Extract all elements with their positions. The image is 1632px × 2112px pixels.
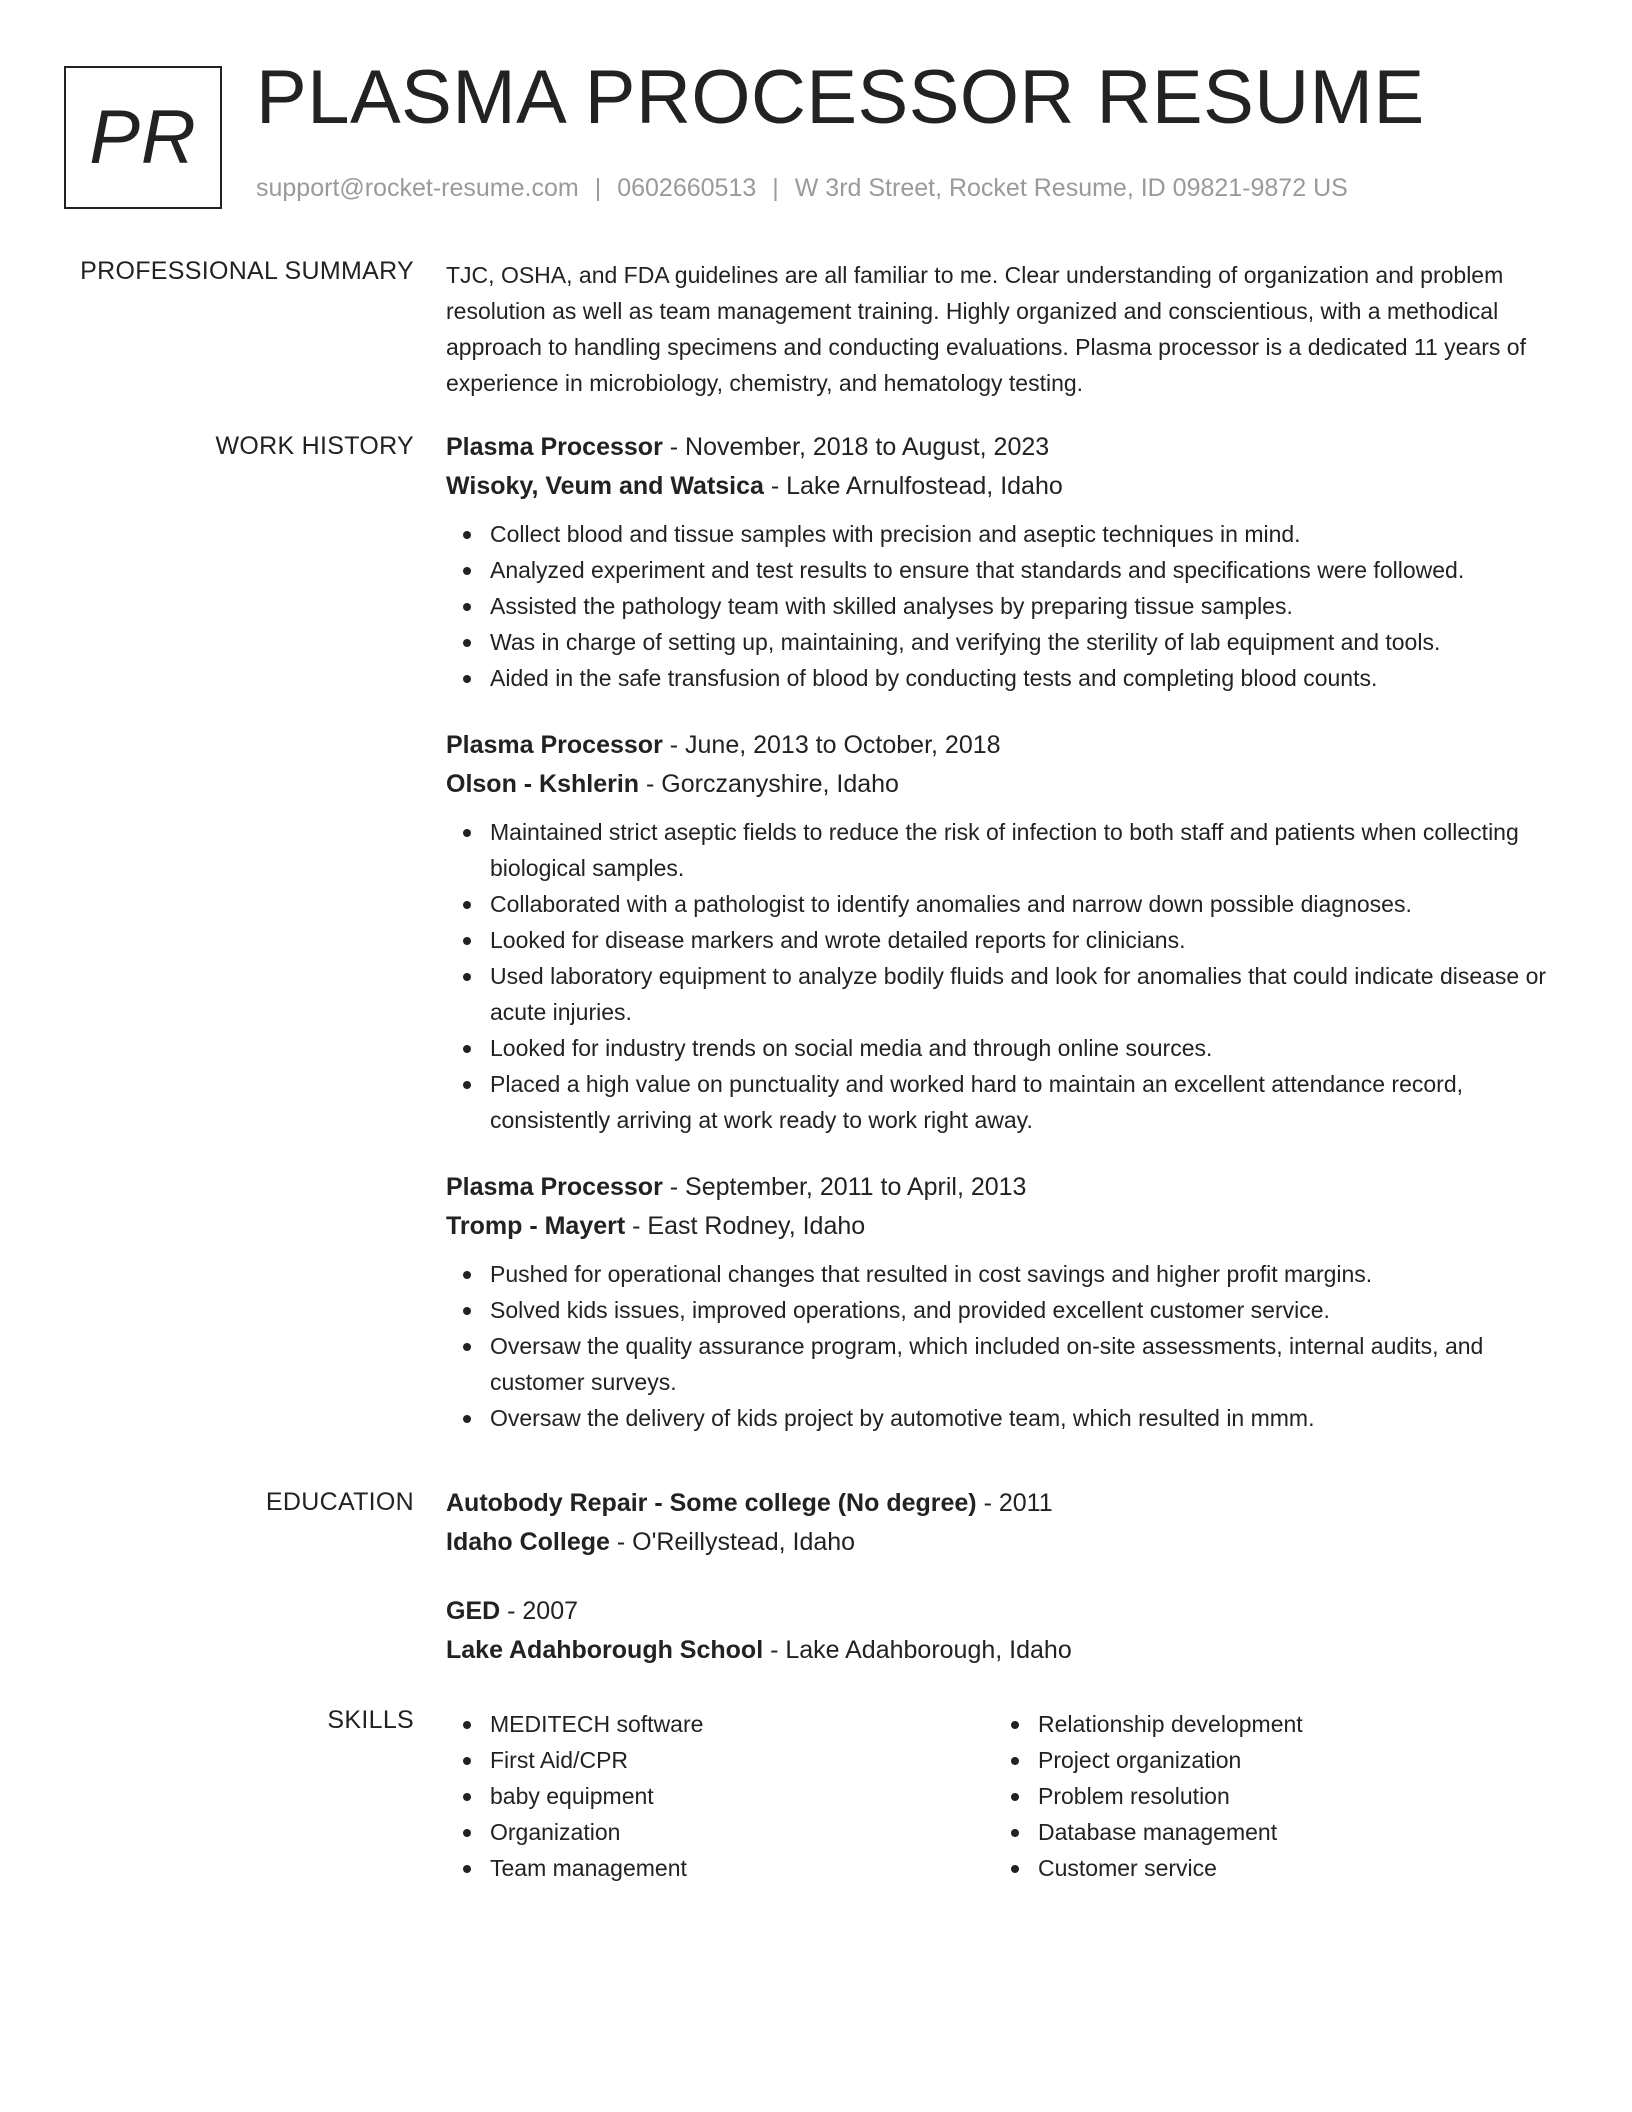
skills-columns [446,1706,1566,1886]
list-item: Collaborated with a pathologist to identify anomalies and narrow down possible diagnoses. [446,886,1566,922]
job-title-line [446,428,1566,467]
degree-name: Autobody Repair - Some college (No degree) [446,1489,977,1517]
skill-item: MEDITECH software [446,1706,994,1742]
job-dates: - November, 2018 to August, 2023 [662,433,1050,461]
job-bullets [446,814,1566,1138]
contact-phone: 0602660513 [617,174,757,202]
skill-item: First Aid/CPR [446,1742,994,1778]
company-name: Wisoky, Veum and Watsica [446,472,764,500]
skills-list [446,1706,994,1886]
skill-item: baby equipment [446,1778,994,1814]
company-location: - Gorczanyshire, Idaho [639,770,899,798]
degree-line [446,1592,1566,1631]
job-entry [446,428,1566,696]
list-item: Used laboratory equipment to analyze bodily fluids and look for anomalies that could indicate disease or acute injuries. [446,958,1566,1030]
contact-separator: | [594,174,602,202]
skills-column-left [446,1706,994,1886]
degree-name: GED [446,1597,501,1625]
school-name: Lake Adahborough School [446,1636,764,1664]
list-item: Maintained strict aseptic fields to reduce the risk of infection to both staff and patients when collecting biological samples. [446,814,1566,886]
list-item: Collect blood and tissue samples with precision and aseptic techniques in mind. [446,516,1566,552]
skill-item: Relationship development [994,1706,1542,1742]
job-dates: - September, 2011 to April, 2013 [662,1173,1027,1201]
school-line [446,1631,1566,1670]
section-label-summary: PROFESSIONAL SUMMARY [80,257,414,285]
list-item: Oversaw the quality assurance program, which included on-site assessments, internal audits, and customer surveys. [446,1328,1566,1400]
list-item: Solved kids issues, improved operations, and provided excellent customer service. [446,1292,1566,1328]
skill-item: Team management [446,1850,994,1886]
contact-email: support@rocket-resume.com [256,174,579,202]
list-item: Was in charge of setting up, maintaining, and verifying the sterility of lab equipment and tools. [446,624,1566,660]
job-title: Plasma Processor [446,1173,663,1201]
job-entry [446,1168,1566,1436]
degree-year: - 2007 [500,1597,579,1625]
school-location: - Lake Adahborough, Idaho [763,1636,1072,1664]
skills-column-right [994,1706,1542,1886]
company-name: Tromp - Mayert [446,1212,626,1240]
list-item: Pushed for operational changes that resulted in cost savings and higher profit margins. [446,1256,1566,1292]
resume-title: PLASMA PROCESSOR RESUME [256,55,1425,140]
contact-separator: | [772,174,779,202]
job-title: Plasma Processor [446,433,663,461]
list-item: Looked for industry trends on social media and through online sources. [446,1030,1566,1066]
job-title-line [446,726,1566,765]
company-location: - Lake Arnulfostead, Idaho [763,472,1063,500]
skill-item: Customer service [994,1850,1542,1886]
job-title-line [446,1168,1566,1207]
monogram-initials: PR [89,95,197,180]
summary-text: TJC, OSHA, and FDA guidelines are all familiar to me. Clear understanding of organization and problem resolution as well as team management training. Highly organized and conscientious, with a methodical approach to handling specimens and conducting evaluations. Plasma processor is a dedicated 11 years of experience in microbiology, chemistry, and hematology testing. [446,262,1526,396]
job-title: Plasma Processor [446,731,663,759]
school-line [446,1523,1566,1562]
education-entry [446,1484,1566,1562]
company-line [446,1207,1566,1246]
section-label-work: WORK HISTORY [215,432,414,460]
list-item: Analyzed experiment and test results to ensure that standards and specifications were followed. [446,552,1566,588]
skill-item: Organization [446,1814,994,1850]
list-item: Looked for disease markers and wrote detailed reports for clinicians. [446,922,1566,958]
job-bullets [446,516,1566,696]
contact-line [256,174,1348,203]
school-name: Idaho College [446,1528,610,1556]
list-item: Placed a high value on punctuality and worked hard to maintain an excellent attendance record, consistently arriving at work ready to work right away. [446,1066,1566,1138]
skill-item: Database management [994,1814,1542,1850]
skills-list [994,1706,1542,1886]
skill-item: Project organization [994,1742,1542,1778]
school-location: - O'Reillystead, Idaho [609,1528,856,1556]
section-label-education: EDUCATION [265,1488,414,1516]
skill-item: Problem resolution [994,1778,1542,1814]
education-entry [446,1592,1566,1670]
company-line [446,765,1566,804]
job-bullets [446,1256,1566,1436]
monogram-box [64,66,222,209]
company-line [446,467,1566,506]
job-entry [446,726,1566,1138]
list-item: Aided in the safe transfusion of blood by conducting tests and completing blood counts. [446,660,1566,696]
degree-line [446,1484,1566,1523]
job-dates: - June, 2013 to October, 2018 [662,731,1001,759]
section-label-skills: SKILLS [327,1706,414,1734]
company-name: Olson - Kshlerin [446,770,640,798]
list-item: Assisted the pathology team with skilled analyses by preparing tissue samples. [446,588,1566,624]
company-location: - East Rodney, Idaho [625,1212,866,1240]
list-item: Oversaw the delivery of kids project by automotive team, which resulted in mmm. [446,1400,1566,1436]
contact-address: W 3rd Street, Rocket Resume, ID 09821-9872 US [794,174,1348,202]
degree-year: - 2011 [976,1489,1053,1517]
